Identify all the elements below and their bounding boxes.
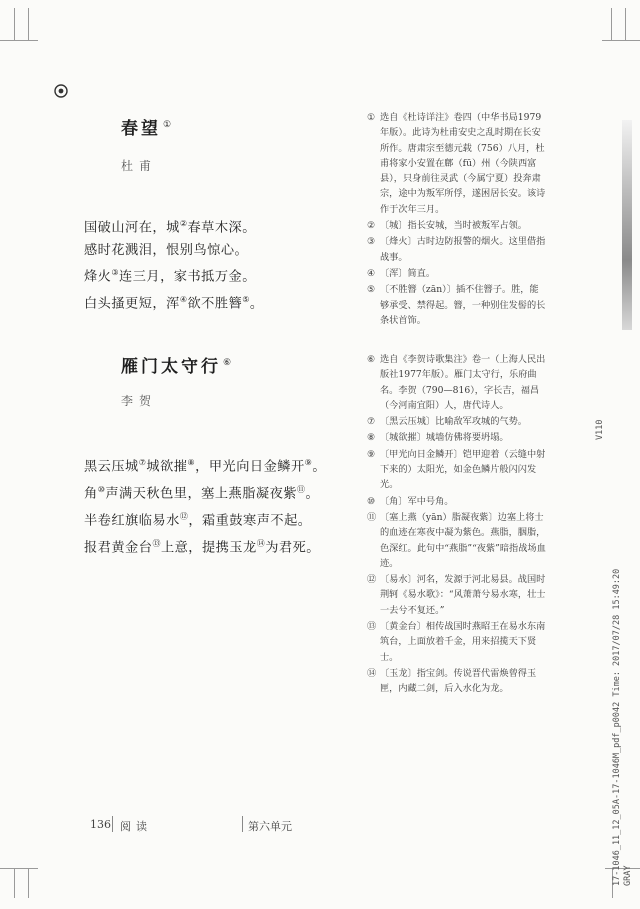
footnote-number: ① [367,112,376,123]
poem-title: 雁门太守行 ⑥ [121,357,232,377]
footnote-ref: ⑩ [97,484,106,494]
footnote-number: ② [367,220,376,232]
crop-mark [602,40,640,41]
footnote-ref: ⑭ [256,538,266,548]
poem-text: 角 [84,486,98,502]
footnote-text: 〔不胜簪（zān）〕插不住簪子。胜，能够承受、禁得起。簪，一种别住发髻的长条状首饰。 [380,284,546,326]
unit-label: 第六单元 [248,820,292,833]
poem-line: 国破山河在，城②春草木深。 [84,219,256,236]
poem-text: 。 [305,486,320,502]
footnote [367,430,547,445]
poem-line: 烽火③连三月，家书抵万金。 [84,268,256,285]
footnote-text: 〔塞上燕（yān）脂凝夜紫〕边塞上将士的血迹在寒夜中凝为紫色。燕脂，胭脂，色深红。此句中“燕脂”“夜紫”暗指战场血迹。 [380,511,546,569]
footnote [367,352,547,413]
poem-body [84,452,326,560]
poem-author: 杜甫 [121,159,158,173]
footnote-text: 〔城〕指长安城，当时被叛军占领。 [380,220,527,232]
footnote-text: 〔甲光向日金鳞开〕铠甲迎着（云缝中射下来的）太阳光，如金色鳞片般闪闪发光。 [380,448,546,491]
poem-text: 报君黄金台 [84,540,153,556]
footnote-number: ⑤ [367,284,376,296]
footnote [367,510,547,571]
crop-mark [14,868,15,898]
footnote-ref: ⑦ [138,458,147,467]
footnote-number: ⑭ [367,667,377,679]
footnote-text: 〔黑云压城〕比喻敌军攻城的气势。 [380,416,527,428]
gray-scale-strip [622,120,632,330]
footnote [367,414,547,429]
footnote-ref: ⑨ [304,458,313,467]
crop-mark [28,8,29,40]
footnote-number: ⑨ [367,448,376,460]
footnote-text: 〔城欲摧〕城墙仿佛将要坍塌。 [380,432,509,444]
poem-text: 为君死。 [265,540,320,556]
footnote [367,110,547,217]
crop-mark [0,40,38,41]
footnote-number: ⑫ [367,574,377,586]
crop-mark [611,8,612,40]
poem-line [84,506,326,533]
footnote-text: 〔烽火〕古时边防报警的烟火。这里借指战事。 [380,236,546,263]
poem-body [84,213,264,316]
footnote-text: 〔玉龙〕指宝剑。传说晋代雷焕曾得玉匣，内藏二剑，后入水化为龙。 [380,667,537,695]
poem-line [84,533,326,560]
footnote-text: 选自《李贺诗歌集注》卷一（上海人民出版社1977年版）。雁门太守行，乐府曲名。李贺（790—816），字长吉，福昌（今河南宜阳）人，唐代诗人。 [380,354,546,411]
footer-divider [112,816,113,832]
footnote [367,666,547,697]
crop-mark [28,868,29,898]
poem-text: 半卷红旗临易水 [84,513,180,529]
footnote [367,234,547,265]
footnote-ref: ⑫ [179,511,189,521]
poem-title: 春望 ① [121,119,172,139]
footnote [367,572,547,618]
footnote [367,266,547,281]
poem-line [84,452,326,479]
footnote-number: ③ [367,236,376,248]
footnote-number: ⑬ [367,621,377,633]
section-label: 阅读 [120,820,152,833]
footnote-text: 选自《杜诗详注》卷四（中华书局1979年版）。此诗为杜甫安史之乱时期在长安所作。唐肃宗至德元载（756）八月，杜甫将家小安置在鄜（fū）州（今陕西富县），只身前往灵武（今属宁夏）投奔肃宗，途中为叛军所俘，遂困居长安。该诗作于次年三月。 [380,112,546,215]
crop-mark [625,8,626,40]
poem-text: 黑云压城 [84,459,139,475]
poem-author: 李贺 [121,394,158,408]
side-print-meta: 17-1046_11_12_05A-17-1046M_pdf_p0042 Time: 2017/07/28 15:49:20 [612,568,622,886]
footnote [367,282,547,328]
footnotes-poem2 [367,352,547,698]
poem-line: 感时花溅泪，恨别鸟惊心。 [84,242,249,258]
footnote-number: ⑧ [367,432,376,444]
footnote-number: ⑪ [367,511,377,523]
footnote [367,619,547,665]
poem-line [84,479,326,506]
side-gray-label: GRAY [623,865,633,886]
footnote-text: 〔浑〕简直。 [380,267,436,279]
poem-text: ，霜重鼓寒声不起。 [188,513,312,529]
footnote [367,494,547,509]
registration-target-icon [54,84,68,98]
poem-text: 。 [312,459,327,475]
page-number: 136 [90,818,111,831]
footnote-ref: ⑪ [296,484,306,494]
poem-text: ，甲光向日金鳞开 [195,459,305,475]
footnote-text: 〔黄金台〕相传战国时燕昭王在易水东南筑台，上面放着千金，用来招揽天下贤士。 [380,621,546,663]
footnote [367,447,547,493]
poem-text: 城欲摧 [146,459,188,475]
footnote-number: ⑥ [367,354,376,365]
footer-divider [242,816,243,832]
footnote-number: ⑦ [367,416,376,428]
footnote [367,218,547,233]
crop-mark [14,8,15,40]
poem-text: 上意，提携玉龙 [160,540,257,556]
crop-mark [0,868,38,869]
footnote-ref: ⑧ [187,458,196,467]
footnotes-poem1 [367,110,547,329]
footnote-number: ④ [367,267,376,279]
side-code: V110 [595,419,605,440]
footnote-ref: ⑬ [152,538,161,548]
footnote-text: 〔角〕军中号角。 [380,495,454,507]
footnote-text: 〔易水〕河名，发源于河北易县。战国时荆轲《易水歌》：“风萧萧兮易水寒，壮士一去兮不复还。” [380,574,546,616]
footnote-number: ⑩ [367,495,376,507]
poem-text: 声满天秋色里，塞上燕脂凝夜紫 [105,486,297,502]
poem-line: 白头搔更短，浑④欲不胜簪⑤。 [84,295,264,312]
